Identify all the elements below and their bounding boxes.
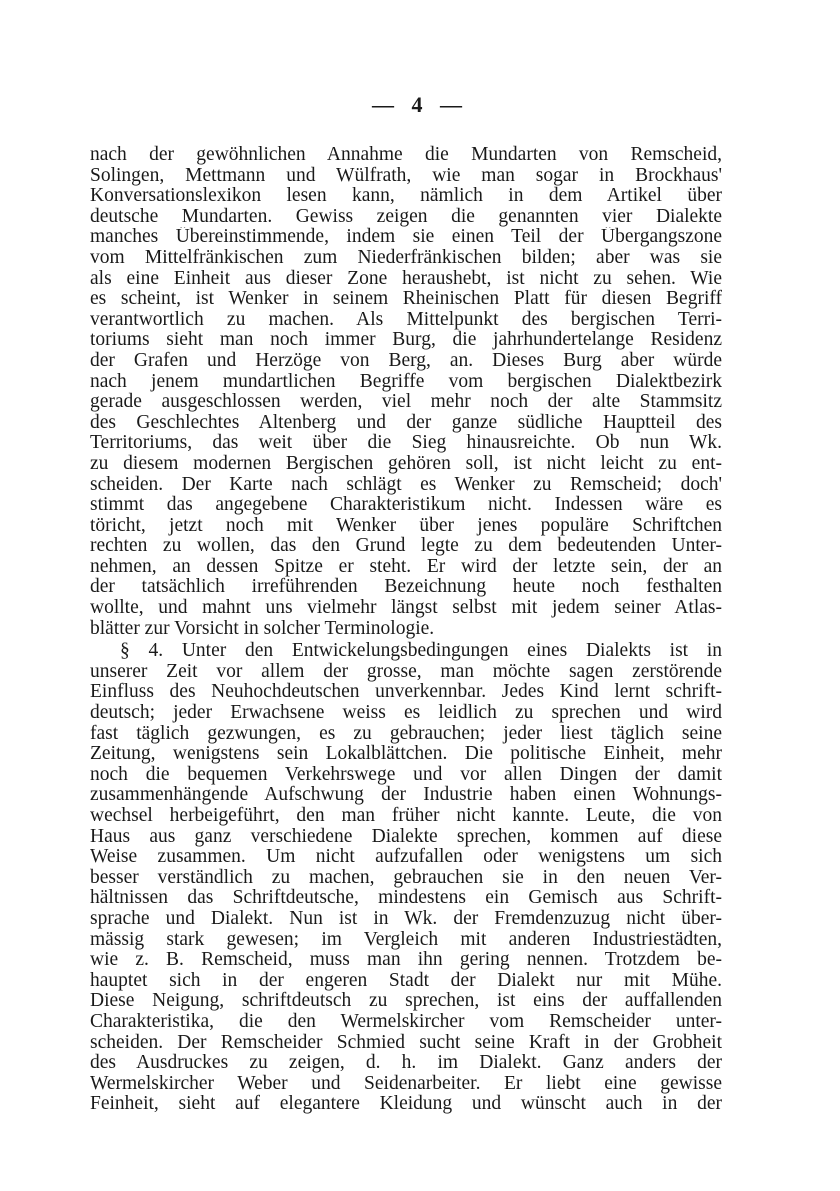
text-line: stimmt das angegebene Charakteristikum nicht. Indessen wäre es bbox=[90, 495, 722, 516]
text-line: Feinheit, sieht auf elegantere Kleidung und wünscht auch in der bbox=[90, 1094, 722, 1115]
text-line: Charakteristika, die den Wermelskircher vom Remscheider unter- bbox=[90, 1011, 722, 1032]
text-line: Einfluss des Neuhochdeutschen unverkennbar. Jedes Kind lernt schrift- bbox=[90, 682, 722, 703]
text-line: mässig stark gewesen; im Vergleich mit anderen Industriestädten, bbox=[90, 929, 722, 950]
text-line: Zeitung, wenigstens sein Lokalblättchen. Die politische Einheit, mehr bbox=[90, 744, 722, 765]
text-line: fast täglich gezwungen, es zu gebrauchen; jeder liest täglich seine bbox=[90, 723, 722, 744]
paragraph-1 bbox=[90, 145, 722, 639]
text-line: zusammenhängende Aufschwung der Industrie haben einen Wohnungs- bbox=[90, 785, 722, 806]
text-line: zu diesem modernen Bergischen gehören soll, ist nicht leicht zu ent- bbox=[90, 453, 722, 474]
text-line: deutsch; jeder Erwachsene weiss es leidlich zu sprechen und wird bbox=[90, 703, 722, 724]
text-line: vom Mittelfränkischen zum Niederfränkischen bilden; aber was sie bbox=[90, 247, 722, 268]
text-line: gerade ausgeschlossen werden, viel mehr noch der alte Stammsitz bbox=[90, 392, 722, 413]
text-line: scheiden. Der Remscheider Schmied sucht seine Kraft in der Grobheit bbox=[90, 1032, 722, 1053]
text-line: als eine Einheit aus dieser Zone heraushebt, ist nicht zu sehen. Wie bbox=[90, 268, 722, 289]
text-line: Solingen, Mettmann und Wülfrath, wie man sogar in Brockhaus' bbox=[90, 165, 722, 186]
page-number: — 4 — bbox=[372, 92, 468, 117]
text-line: blätter zur Vorsicht in solcher Terminologie. bbox=[90, 618, 435, 639]
text-line: toriums sieht man noch immer Burg, die jahrhundertelange Residenz bbox=[90, 330, 722, 351]
text-line: besser verständlich zu machen, gebrauchen sie in den neuen Ver- bbox=[90, 867, 722, 888]
text-line: Konversationslexikon lesen kann, nämlich in dem Artikel über bbox=[90, 186, 722, 207]
text-line: Weise zusammen. Um nicht aufzufallen oder wenigstens um sich bbox=[90, 847, 722, 868]
text-line: verantwortlich zu machen. Als Mittelpunkt des bergischen Terri- bbox=[90, 309, 722, 330]
paragraph-2 bbox=[90, 641, 722, 1115]
text-line: wechsel herbeigeführt, den man früher nicht kannte. Leute, die von bbox=[90, 806, 722, 826]
text-line: es scheint, ist Wenker in seinem Rheinischen Platt für diesen Begriff bbox=[90, 289, 722, 310]
text-line: deutsche Mundarten. Gewiss zeigen die genannten vier Dialekte bbox=[90, 206, 722, 227]
text-line: nehmen, an dessen Spitze er steht. Er wird der letzte sein, der an bbox=[90, 556, 722, 577]
text-line: scheiden. Der Karte nach schlägt es Wenker zu Remscheid; doch' bbox=[90, 474, 722, 495]
text-line: noch die bequemen Verkehrswege und vor allen Dingen der damit bbox=[90, 764, 722, 785]
text-line: sprache und Dialekt. Nun ist in Wk. der Fremdenzuzug nicht über- bbox=[90, 908, 722, 929]
text-line: wie z. B. Remscheid, muss man ihn gering nennen. Trotzdem be- bbox=[90, 950, 722, 971]
text-line: hauptet sich in der engeren Stadt der Dialekt nur mit Mühe. bbox=[90, 970, 722, 991]
text-line: der Grafen und Herzöge von Berg, an. Dieses Burg aber würde bbox=[90, 350, 722, 371]
text-line: töricht, jetzt noch mit Wenker über jenes populäre Schriftchen bbox=[90, 515, 722, 536]
text-line: unserer Zeit vor allem der grosse, man möchte sagen zerstörende bbox=[90, 661, 722, 682]
text-line: nach jenem mundartlichen Begriffe vom bergischen Dialektbezirk bbox=[90, 371, 722, 392]
text-line: rechten zu wollen, das den Grund legte zu dem bedeutenden Unter- bbox=[90, 536, 722, 557]
text-line: der tatsächlich irreführenden Bezeichnung heute noch festhalten bbox=[90, 577, 722, 598]
text-line: Diese Neigung, schriftdeutsch zu sprechen, ist eins der auffallenden bbox=[90, 991, 722, 1012]
text-line: manches Übereinstimmende, indem sie einen Teil der Übergangszone bbox=[90, 227, 722, 248]
text-line: § 4. Unter den Entwickelungsbedingungen eines Dialekts ist in bbox=[120, 641, 722, 662]
text-line: Territoriums, das weit über die Sieg hinausreichte. Ob nun Wk. bbox=[90, 433, 722, 454]
text-line: Wermelskircher Weber und Seidenarbeiter. Er liebt eine gewisse bbox=[90, 1073, 722, 1094]
text-line: nach der gewöhnlichen Annahme die Mundarten von Remscheid, bbox=[90, 145, 722, 165]
text-line: des Ausdruckes zu zeigen, d. h. im Dialekt. Ganz anders der bbox=[90, 1053, 722, 1074]
text-line: wollte, und mahnt uns vielmehr längst selbst mit jedem seiner Atlas- bbox=[90, 598, 722, 619]
text-line: Haus aus ganz verschiedene Dialekte sprechen, kommen auf diese bbox=[90, 826, 722, 847]
text-line: des Geschlechtes Altenberg und der ganze südliche Hauptteil des bbox=[90, 412, 722, 433]
body-text bbox=[90, 145, 722, 1115]
text-line: hältnissen das Schriftdeutsche, mindestens ein Gemisch aus Schrift- bbox=[90, 888, 722, 909]
